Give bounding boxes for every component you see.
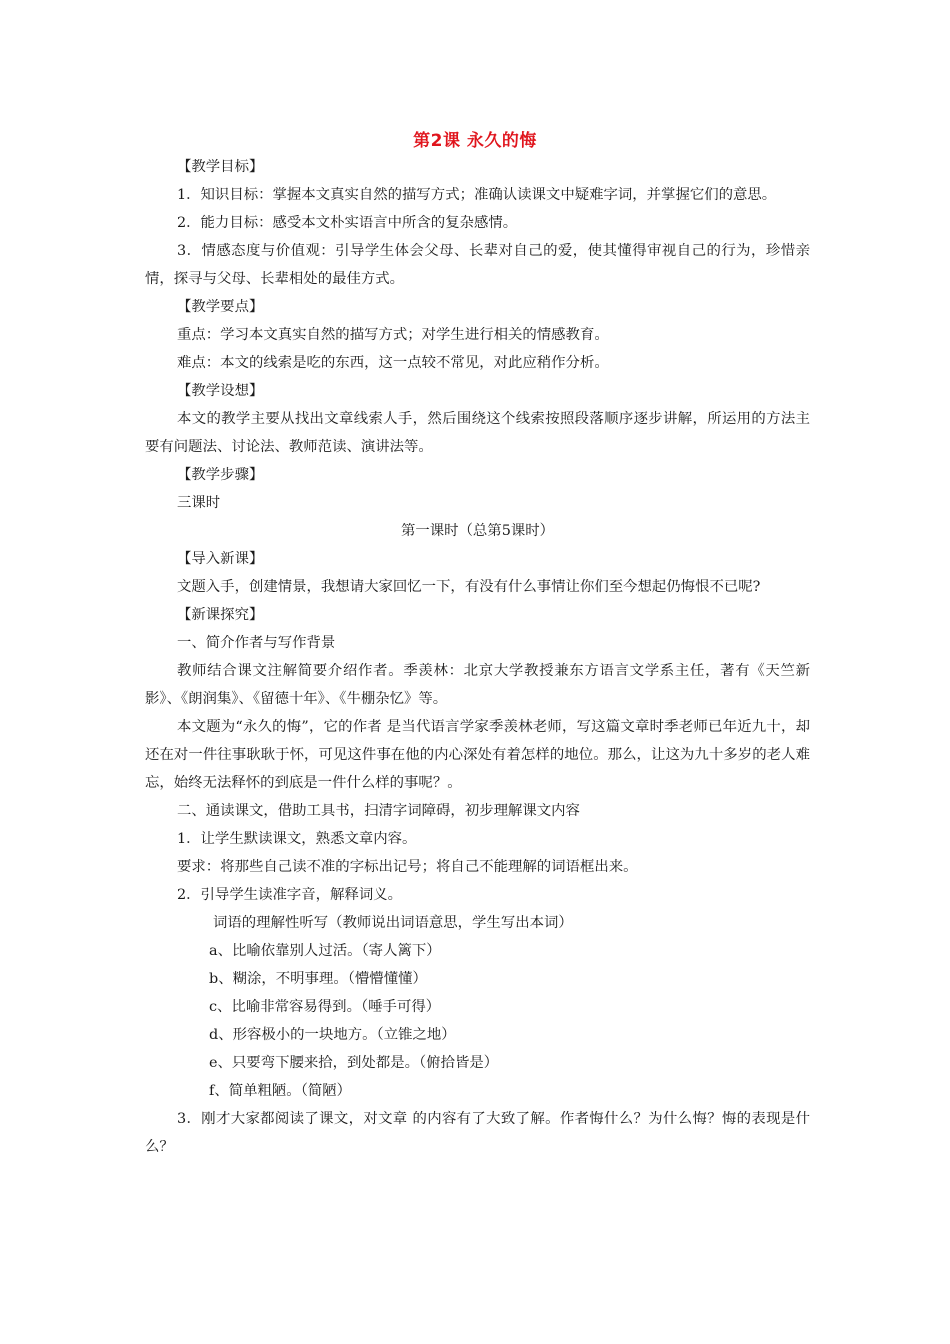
paragraph-background: 本文题为“永久的悔”，它的作者 是当代语言学家季羡林老师，写这篇文章时季老师已年近九十，却还在对一件往事耿耿于怀，可见这件事在他的内心深处有着怎样的地位。那么，让这为九十多岁的老人难忘，始终无法释怀的到底是一件什么样的事呢？。 — [145, 719, 810, 791]
list-item: f、简单粗陋。（简陋） — [209, 1083, 352, 1099]
paragraph-part-one: 一、简介作者与写作背景 — [177, 635, 336, 651]
list-item: c、比喻非常容易得到。（唾手可得） — [209, 999, 441, 1015]
list-item: d、形容极小的一块地方。（立锥之地） — [209, 1027, 456, 1043]
paragraph-focus: 重点：学习本文真实自然的描写方式；对学生进行相关的情感教育。 — [177, 327, 609, 343]
paragraph-knowledge-goal: 1．知识目标：掌握本文真实自然的描写方式；准确认读课文中疑难字词，并掌握它们的意思。 — [177, 187, 777, 203]
paragraph-periods: 三课时 — [177, 495, 221, 511]
paragraph-dictation: 词语的理解性听写（教师说出词语意思，学生写出本词） — [213, 915, 573, 931]
period-heading: 第一课时（总第5课时） — [400, 523, 555, 539]
paragraph-emotion-goal: 3．情感态度与价值观：引导学生体会父母、长辈对自己的爱，使其懂得审视自己的行为，珍惜亲情，探寻与父母、长辈相处的最佳方式。 — [145, 243, 810, 287]
paragraph-difficulty: 难点：本文的线索是吃的东西，这一点较不常见，对此应稍作分析。 — [177, 355, 609, 371]
paragraph-ability-goal: 2．能力目标：感受本文朴实语言中所含的复杂感情。 — [177, 215, 518, 231]
list-item: e、只要弯下腰来拾，到处都是。（俯拾皆是） — [209, 1055, 499, 1071]
paragraph-step-two: 2．引导学生读准字音，解释词义。 — [177, 887, 403, 903]
list-item: b、糊涂，不明事理。（懵懵懂懂） — [209, 971, 427, 987]
document-body — [145, 153, 810, 1161]
paragraph-author: 教师结合课文注解简要介绍作者。季羡林：北京大学教授兼东方语言文学系主任，著有《天竺新影》、《朗润集》、《留德十年》、《牛棚杂忆》等。 — [145, 663, 810, 707]
section-heading-objectives: 【教学目标】 — [177, 159, 264, 175]
section-heading-intro: 【导入新课】 — [177, 551, 264, 567]
lesson-title: 第2课 永久的悔 — [413, 131, 537, 151]
section-heading-design: 【教学设想】 — [177, 383, 264, 399]
paragraph-design: 本文的教学主要从找出文章线索人手，然后围绕这个线索按照段落顺序逐步讲解，所运用的方法主要有问题法、讨论法、教师范读、演讲法等。 — [145, 411, 810, 455]
section-heading-key-points: 【教学要点】 — [177, 299, 264, 315]
paragraph-intro: 文题入手，创建情景，我想请大家回忆一下，有没有什么事情让你们至今想起仍悔恨不已呢? — [177, 579, 761, 595]
paragraph-part-two: 二、通读课文，借助工具书，扫清字词障碍，初步理解课文内容 — [177, 803, 580, 819]
paragraph-requirement: 要求：将那些自己读不准的字标出记号；将自己不能理解的词语框出来。 — [177, 859, 638, 875]
paragraph-step-one: 1．让学生默读课文，熟悉文章内容。 — [177, 831, 417, 847]
section-heading-explore: 【新课探究】 — [177, 607, 264, 623]
list-item: a、比喻依靠别人过活。（寄人篱下） — [209, 943, 441, 959]
section-heading-steps: 【教学步骤】 — [177, 467, 264, 483]
paragraph-step-three: 3．刚才大家都阅读了课文，对文章 的内容有了大致了解。作者悔什么？为什么悔？悔的表现是什么？ — [145, 1111, 810, 1155]
